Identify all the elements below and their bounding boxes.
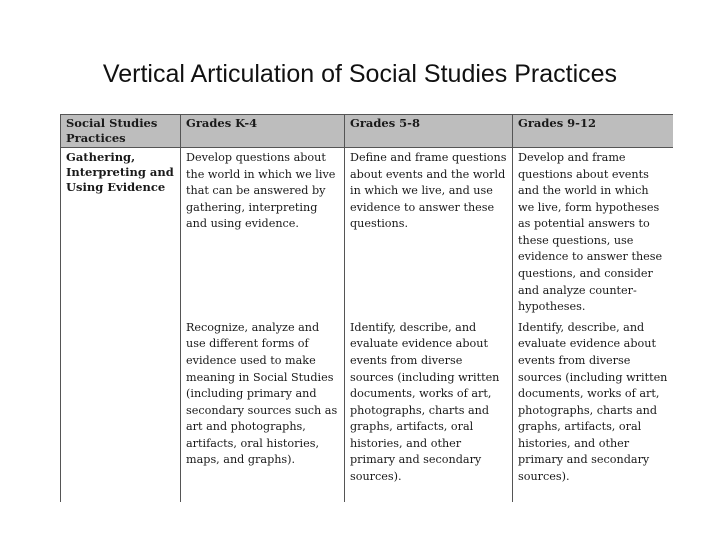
- practice-cell: Gathering, Interpreting and Using Evidence: [61, 148, 181, 318]
- table-header-row: [61, 115, 673, 148]
- header-grades-5-8: Grades 5-8: [345, 115, 513, 148]
- cell-text: Recognize, analyze and use different forms of evidence used to make meaning in Social Studies (including primary and secondary sources such as art and photographs, artifacts, oral histories, maps, and graphs).: [186, 320, 338, 467]
- table-row: [61, 318, 673, 502]
- cell-text: Define and frame questions about events and the world in which we live, and use evidence to answer these questions.: [350, 151, 507, 231]
- cell-text: Identify, describe, and evaluate evidence about events from diverse sources (including written documents, works of art, photographs, charts and graphs, artifacts, oral histories, and other primary and secondary sources).: [518, 320, 668, 483]
- cell-text: Develop questions about the world in which we live that can be answered by gathering, interpreting and using evidence.: [186, 151, 336, 231]
- cell-5-8: [345, 148, 513, 318]
- cell-k4: [181, 318, 345, 502]
- cell-5-8: [345, 318, 513, 502]
- cell-k4: [181, 148, 345, 318]
- cell-9-12: [513, 318, 673, 502]
- table-row: [61, 148, 673, 318]
- header-grades-k-4: Grades K-4: [181, 115, 345, 148]
- slide-title: Vertical Articulation of Social Studies Practices: [102, 60, 618, 88]
- cell-text: Develop and frame questions about events and the world in which we live, form hypotheses as potential answers to these questions, use evidence to answer these questions, and consider and analyze counter-hypotheses.: [518, 151, 663, 314]
- cell-9-12: [513, 148, 673, 318]
- header-practices: Social Studies Practices: [61, 115, 181, 148]
- practice-cell: [61, 318, 181, 502]
- practices-table: [60, 114, 673, 502]
- cell-text: Identify, describe, and evaluate evidence about events from diverse sources (including written documents, works of art, photographs, charts and graphs, artifacts, oral histories, and other primary and secondary sources).: [350, 320, 500, 483]
- header-grades-9-12: Grades 9-12: [513, 115, 673, 148]
